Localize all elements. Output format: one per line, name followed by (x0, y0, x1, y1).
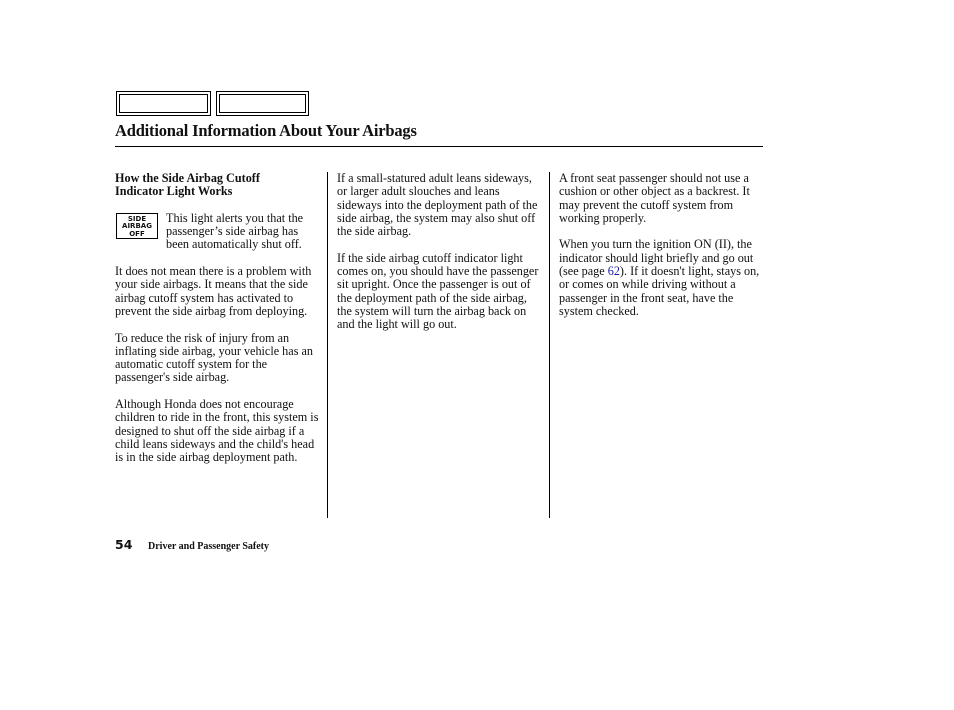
indicator-text-airbag: AIRBAG (122, 222, 152, 231)
paragraph (559, 238, 765, 318)
paragraph: If the side airbag cutoff indicator light comes on, you should have the passenger sit upright. Once the passenger is out of the deployment path of the side airbag, the system will turn the airbag back on and the light will go out. (337, 250, 539, 332)
column-divider (327, 172, 328, 518)
side-airbag-off-indicator-icon (116, 213, 158, 239)
column-divider (549, 172, 550, 518)
page-reference-link[interactable]: 62 (607, 264, 620, 279)
indicator-text-side: SIDE (127, 214, 147, 223)
nav-button-previous[interactable] (116, 91, 211, 116)
column-1 (115, 172, 322, 478)
section-footer: Driver and Passenger Safety (148, 541, 270, 552)
paragraph: If a small-statured adult leans sideways, or larger adult slouches and leans sideways into the deployment path of the side airbag, the system may also shut off the side airbag. (337, 171, 538, 239)
paragraph-text: ). If it doesn't light, stays on, or comes on while driving without a passenger in the front seat, have the system checked. (559, 264, 760, 318)
column-3 (559, 172, 765, 332)
title-divider (115, 146, 763, 147)
paragraph: This light alerts you that the passenger’s side airbag has been automatically shut off. (166, 210, 304, 252)
paragraph: Although Honda does not encourage children to ride in the front, this system is designed to shut off the side airbag if a child leans sideways and the child's head is in the side airbag deployment path. (115, 397, 319, 465)
heading-line-1: How the Side Airbag Cutoff (115, 171, 260, 185)
section-heading (115, 172, 322, 199)
indicator-text-off: OFF (129, 229, 145, 238)
page-title: Additional Information About Your Airbags (115, 121, 417, 140)
heading-line-2: Indicator Light Works (115, 184, 233, 199)
paragraph-text: When you turn the ignition ON (II), the indicator should light briefly and go out (see page (559, 237, 754, 279)
paragraph: To reduce the risk of injury from an inflating side airbag, your vehicle has an automatic cutoff system for the passenger's side airbag. (115, 330, 313, 385)
page-number: 54 (115, 537, 133, 552)
nav-button-next[interactable] (216, 91, 309, 116)
paragraph: It does not mean there is a problem with your side airbags. It means that the side airbag cutoff system has activated to prevent the side airbag from deploying. (115, 264, 312, 318)
paragraph: A front seat passenger should not use a cushion or other object as a backrest. It may prevent the cutoff system from working properly. (559, 171, 750, 225)
column-2 (337, 172, 543, 345)
